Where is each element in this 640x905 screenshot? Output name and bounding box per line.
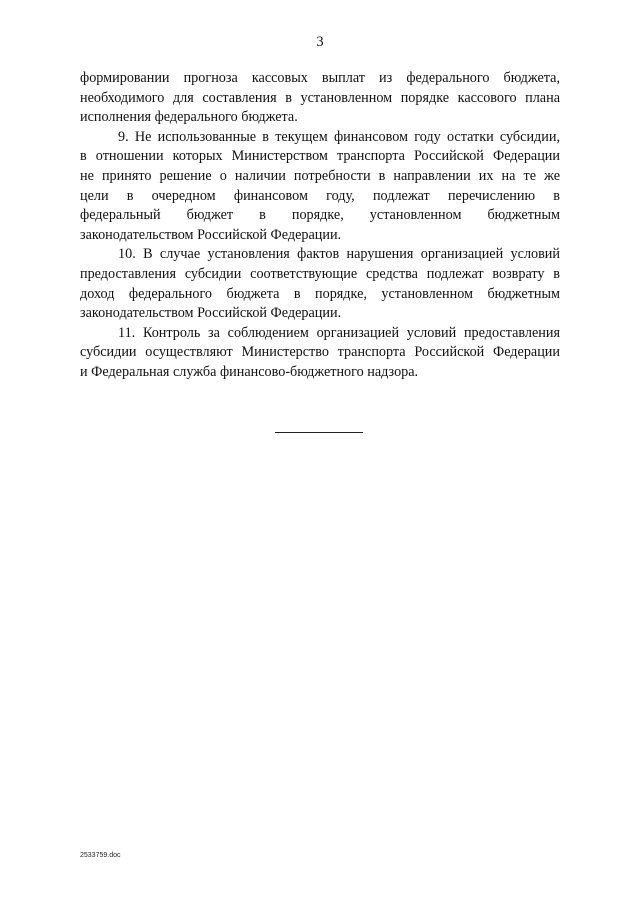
text-line: цели в очередном финансовом году, подлежат перечислению в [80,187,560,204]
text-line: федеральный бюджет в порядке, установленном бюджетным [80,207,560,224]
text-line: не принято решение о наличии потребности в направлении их на те же [80,167,560,184]
text-line: и Федеральная служба финансово-бюджетного надзора. [80,363,419,380]
text-line: 9. Не использованные в текущем финансовом году остатки субсидии, [118,128,560,145]
text-line: необходимого для составления в установленном порядке кассового плана [80,89,560,106]
text-line: формировании прогноза кассовых выплат из федерального бюджета, [80,70,560,86]
text-line: предоставления субсидии соответствующие средства подлежат возврату в [80,265,560,282]
text-line: законодательством Российской Федерации. [80,305,342,322]
text-line: 11. Контроль за соблюдением организацией условий предоставления [118,324,560,341]
separator-line [275,432,363,433]
footer-filename: 2533759.doc [80,852,121,859]
document-body [80,69,560,383]
text-line: исполнения федерального бюджета. [80,109,298,126]
paragraph-item-9 [80,128,560,246]
text-line: субсидии осуществляют Министерство транспорта Российской Федерации [80,344,560,361]
text-line: 10. В случае установления фактов нарушения организацией условий [118,246,560,263]
text-line: доход федерального бюджета в порядке, установленном бюджетным [80,285,560,302]
paragraph-item-10 [80,245,560,323]
text-line: в отношении которых Министерством транспорта Российской Федерации [80,148,560,165]
paragraph-item-11 [80,324,560,383]
paragraph-continuation [80,69,560,128]
page-number: 3 [316,34,324,50]
text-line: законодательством Российской Федерации. [80,226,342,243]
